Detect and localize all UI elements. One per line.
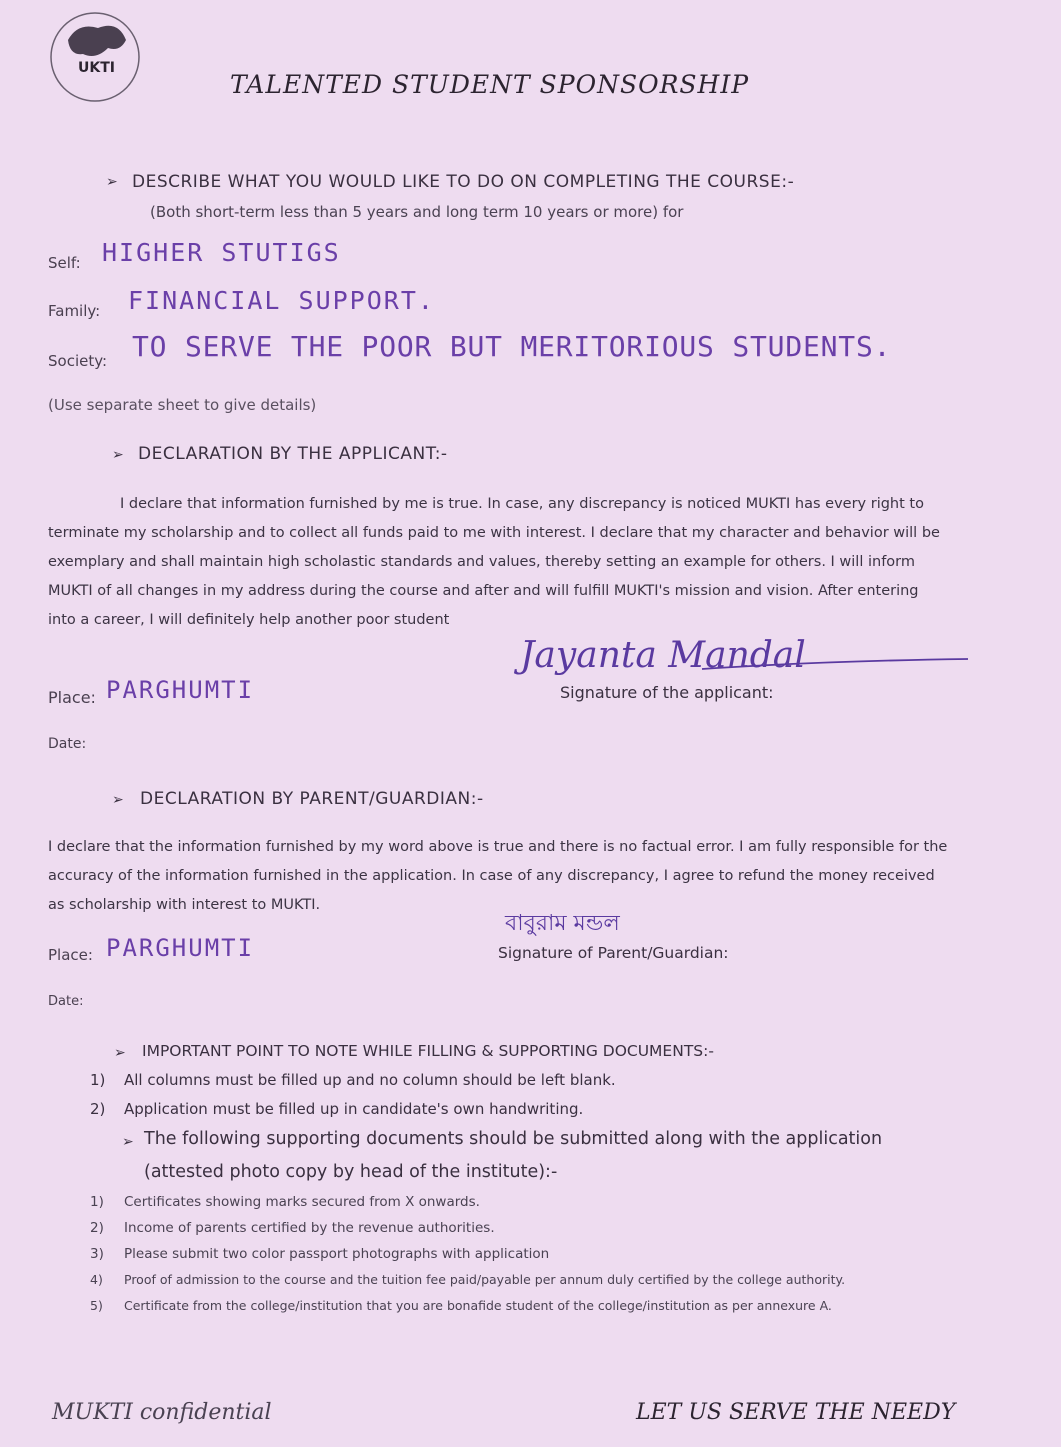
doc-num: 3) xyxy=(90,1246,104,1262)
bullet-icon: ➢ xyxy=(112,447,124,463)
applicant-declaration-text: I declare that information furnished by me is true. In case, any discrepancy is noticed MUKTI has every right to terminate my scholarship and to collect all funds paid to me with interest. I declare that my character and behavior will be exemplary and shall maintain high scholastic standards and values, thereby setting an example for others. I will inform MUKTI of all changes in my address during the course and after and will fulfill MUKTI's mission and vision. After entering into a career, I will definitely help another poor student xyxy=(48,496,940,628)
parent-date-label: Date: xyxy=(48,994,84,1009)
notes-heading: IMPORTANT POINT TO NOTE WHILE FILLING & SUPPORTING DOCUMENTS:- xyxy=(142,1042,714,1060)
aspirations-subheading: (Both short-term less than 5 years and long term 10 years or more) for xyxy=(150,203,684,221)
applicant-date-label: Date: xyxy=(48,736,87,752)
note-num: 1) xyxy=(90,1071,106,1089)
applicant-place-value[interactable]: PARGHUMTI xyxy=(106,676,255,704)
applicant-declaration-heading: DECLARATION BY THE APPLICANT:- xyxy=(138,444,448,464)
parent-place-label: Place: xyxy=(48,946,93,964)
applicant-place-label: Place: xyxy=(48,688,96,707)
note-text: Application must be filled up in candidate's own handwriting. xyxy=(124,1100,584,1118)
aspirations-heading: DESCRIBE WHAT YOU WOULD LIKE TO DO ON COMPLETING THE COURSE:- xyxy=(132,172,795,192)
doc-text: Income of parents certified by the revenue authorities. xyxy=(124,1220,495,1236)
self-value[interactable]: HIGHER STUTIGS xyxy=(102,238,341,267)
family-value[interactable]: FINANCIAL SUPPORT. xyxy=(128,286,435,315)
logo-text: UKTI xyxy=(78,60,115,76)
docs-heading-sub: (attested photo copy by head of the institute):- xyxy=(144,1162,558,1182)
society-value[interactable]: TO SERVE THE POOR BUT MERITORIOUS STUDENTS. xyxy=(132,330,892,363)
applicant-signature: Jayanta Mandal xyxy=(520,635,806,676)
doc-text: Certificates showing marks secured from X onwards. xyxy=(124,1194,480,1210)
docs-heading: The following supporting documents should be submitted along with the application xyxy=(144,1129,883,1149)
doc-num: 2) xyxy=(90,1220,104,1236)
note-text: All columns must be filled up and no column should be left blank. xyxy=(124,1071,616,1089)
bullet-icon: ➢ xyxy=(112,792,124,808)
footer-motto: LET US SERVE THE NEEDY xyxy=(636,1400,956,1425)
society-label: Society: xyxy=(48,352,108,370)
form-title: TALENTED STUDENT SPONSORSHIP xyxy=(230,70,750,99)
parent-signature-label: Signature of Parent/Guardian: xyxy=(498,944,729,962)
doc-num: 5) xyxy=(90,1298,103,1313)
mukti-logo xyxy=(48,10,143,105)
doc-text: Proof of admission to the course and the tuition fee paid/payable per annum duly certified by the college authority. xyxy=(124,1272,846,1287)
separate-sheet-note: (Use separate sheet to give details) xyxy=(48,396,317,414)
signature-underline xyxy=(700,655,970,675)
doc-text: Please submit two color passport photographs with application xyxy=(124,1246,550,1262)
doc-num: 4) xyxy=(90,1272,103,1287)
bullet-icon: ➢ xyxy=(106,174,118,190)
bullet-icon: ➢ xyxy=(114,1045,126,1061)
footer-confidential: MUKTI confidential xyxy=(52,1400,272,1425)
parent-declaration-heading: DECLARATION BY PARENT/GUARDIAN:- xyxy=(140,789,484,809)
parent-declaration-text: I declare that the information furnished by my word above is true and there is no factual error. I am fully responsible for the accuracy of the information furnished in the application. In case of any discrepancy, I agree to refund the money received as scholarship with interest to MUKTI. xyxy=(48,839,948,913)
parent-place-value[interactable]: PARGHUMTI xyxy=(106,934,255,962)
note-num: 2) xyxy=(90,1100,106,1118)
family-label: Family: xyxy=(48,302,101,320)
doc-text: Certificate from the college/institution that you are bonafide student of the college/institution as per annexure A. xyxy=(124,1298,832,1313)
doc-num: 1) xyxy=(90,1194,104,1210)
parent-signature: বাবুরাম মন্ডল xyxy=(505,911,620,936)
bullet-icon: ➢ xyxy=(122,1134,134,1150)
applicant-signature-label: Signature of the applicant: xyxy=(560,683,774,702)
self-label: Self: xyxy=(48,254,81,272)
